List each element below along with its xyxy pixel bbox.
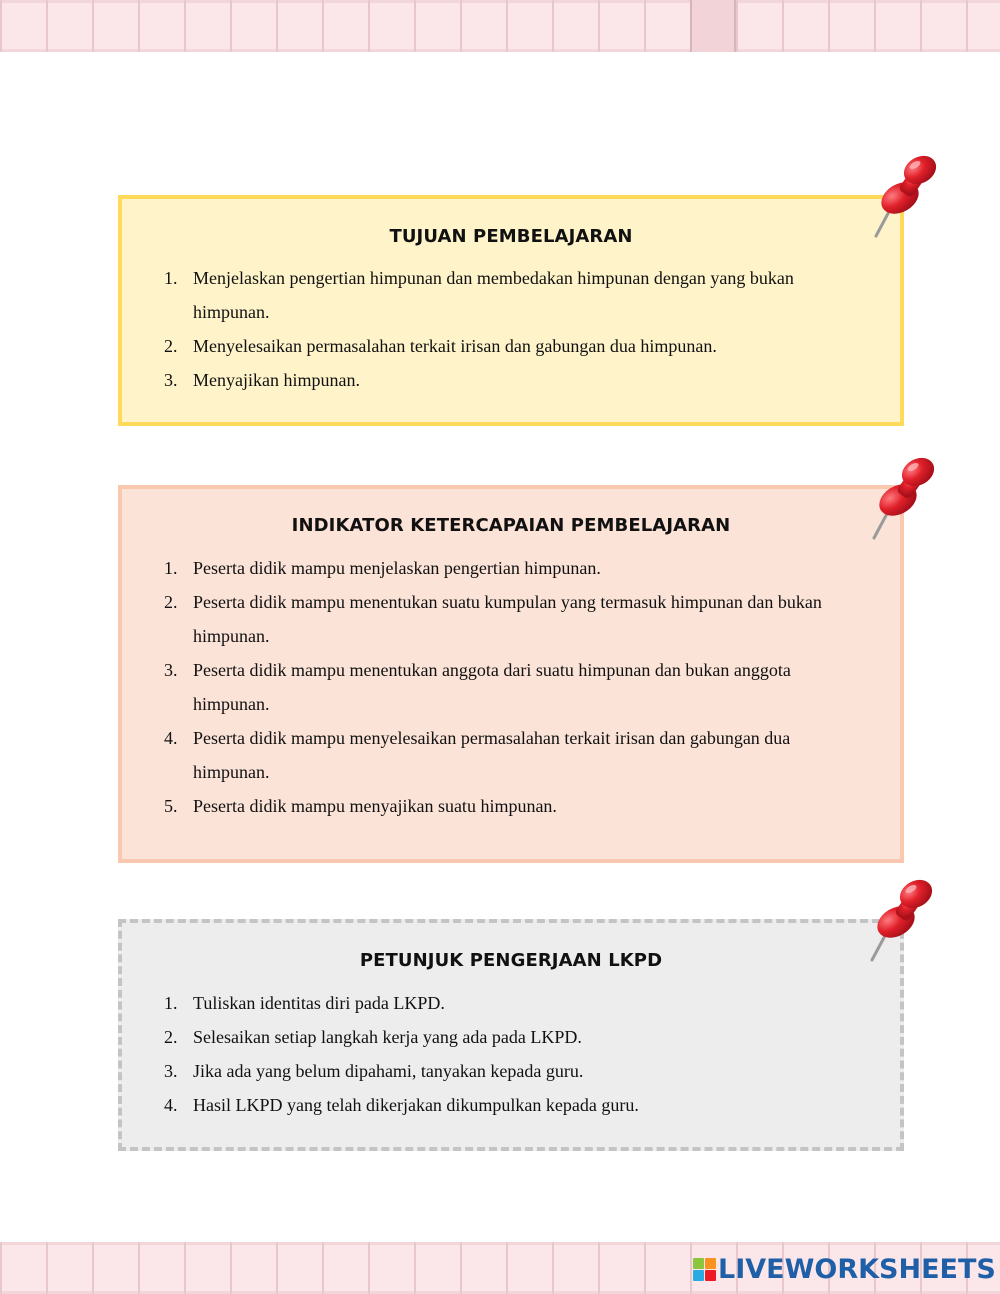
item-text-continued: himpunan. <box>193 626 270 646</box>
list-item <box>122 653 900 721</box>
item-number: 3. <box>164 370 178 390</box>
list-item <box>122 1088 900 1122</box>
item-number: 4. <box>164 1095 178 1115</box>
item-number: 2. <box>164 336 178 356</box>
tujuan-title: TUJUAN PEMBELAJARAN <box>389 226 633 247</box>
petunjuk-title: PETUNJUK PENGERJAAN LKPD <box>359 950 663 971</box>
item-text: Peserta didik mampu menyelesaikan permasalahan terkait irisan dan gabungan dua <box>193 728 791 748</box>
item-text: Menyajikan himpunan. <box>193 370 360 390</box>
liveworksheets-logo[interactable] <box>693 1252 996 1286</box>
item-text-continued: himpunan. <box>193 762 270 782</box>
item-text: Menjelaskan pengertian himpunan dan membedakan himpunan dengan yang bukan <box>193 268 794 288</box>
indikator-list <box>122 551 900 823</box>
item-text: Hasil LKPD yang telah dikerjakan dikumpulkan kepada guru. <box>193 1095 639 1115</box>
tujuan-pembelajaran-box <box>118 195 904 426</box>
pushpin-icon <box>870 148 940 240</box>
item-number: 5. <box>164 796 178 816</box>
item-text-continued: himpunan. <box>193 694 270 714</box>
indikator-title: INDIKATOR KETERCAPAIAN PEMBELAJARAN <box>291 515 731 536</box>
item-text: Peserta didik mampu menjelaskan pengertian himpunan. <box>193 558 601 578</box>
list-item <box>122 789 900 823</box>
item-text: Tuliskan identitas diri pada LKPD. <box>193 993 445 1013</box>
item-number: 3. <box>164 1061 178 1081</box>
item-text-continued: himpunan. <box>193 302 270 322</box>
petunjuk-list <box>122 986 900 1122</box>
list-item <box>122 585 900 653</box>
item-number: 1. <box>164 268 178 288</box>
list-item <box>122 1020 900 1054</box>
pushpin-icon <box>866 872 936 964</box>
logo-blocks-icon <box>693 1258 716 1281</box>
list-item <box>122 986 900 1020</box>
item-number: 1. <box>164 558 178 578</box>
list-item <box>122 261 900 329</box>
list-item <box>122 551 900 585</box>
item-text: Peserta didik mampu menentukan suatu kumpulan yang termasuk himpunan dan bukan <box>193 592 822 612</box>
item-text: Selesaikan setiap langkah kerja yang ada pada LKPD. <box>193 1027 582 1047</box>
list-item <box>122 1054 900 1088</box>
item-number: 2. <box>164 1027 178 1047</box>
item-text: Menyelesaikan permasalahan terkait irisan dan gabungan dua himpunan. <box>193 336 717 356</box>
petunjuk-box <box>118 919 904 1151</box>
top-decorative-strip <box>0 0 1000 52</box>
list-item <box>122 721 900 789</box>
item-number: 4. <box>164 728 178 748</box>
logo-text: LIVEWORKSHEETS <box>718 1253 996 1285</box>
item-text: Peserta didik mampu menyajikan suatu himpunan. <box>193 796 557 816</box>
item-text: Peserta didik mampu menentukan anggota dari suatu himpunan dan bukan anggota <box>193 660 791 680</box>
item-number: 3. <box>164 660 178 680</box>
pushpin-icon <box>868 450 938 542</box>
tujuan-list <box>122 261 900 397</box>
item-number: 1. <box>164 993 178 1013</box>
strip-highlight-tile <box>690 0 736 52</box>
item-text: Jika ada yang belum dipahami, tanyakan kepada guru. <box>193 1061 584 1081</box>
list-item <box>122 363 900 397</box>
list-item <box>122 329 900 363</box>
indikator-box <box>118 485 904 863</box>
item-number: 2. <box>164 592 178 612</box>
